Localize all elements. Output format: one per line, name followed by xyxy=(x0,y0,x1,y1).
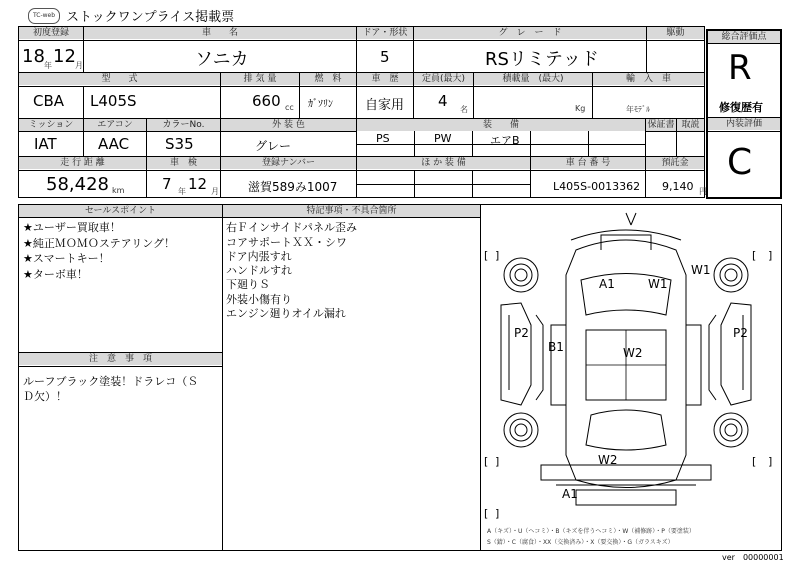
color-no-value: S35 xyxy=(165,135,194,153)
damage-mark: A1 xyxy=(599,277,615,291)
bracket-right-top: [ xyxy=(752,249,757,262)
note-item: 右Ｆインサイドパネル歪み xyxy=(226,221,358,234)
displacement: 660 xyxy=(252,92,281,110)
sales-point: ★純正ＭＯＭＯステアリング！ xyxy=(23,237,175,250)
bracket-left-bottom-close: ] xyxy=(495,455,500,468)
month-unit: 月 xyxy=(75,61,83,70)
plate-value: 滋賀589み1007 xyxy=(248,180,338,194)
import-header: 輸 入 車 xyxy=(593,73,704,85)
capacity-header: 定員(最大) xyxy=(414,73,473,85)
grade-header: グ レ ー ド xyxy=(414,27,646,39)
door-count: 5 xyxy=(380,48,390,66)
bracket-left-lower-close: ] xyxy=(495,507,500,520)
exterior-color-header: 外 装 色 xyxy=(221,119,356,131)
sales-points-header: セールスポイント xyxy=(19,205,222,217)
note-item: エンジン廻りオイル漏れ xyxy=(226,307,346,320)
note-item: ハンドルすれ xyxy=(226,264,292,277)
inspection-year: 7 xyxy=(162,175,172,193)
km-unit: km xyxy=(112,186,125,195)
history-header: 車 歴 xyxy=(357,73,413,85)
person-unit: 名 xyxy=(460,105,468,114)
chassis-header: 車 台 番 号 xyxy=(531,157,645,169)
damage-mark: W2 xyxy=(598,453,618,467)
price-header: 預託金 xyxy=(646,157,704,169)
first-reg-month: 12 xyxy=(53,46,76,67)
displacement-header: 排 気 量 xyxy=(221,73,299,85)
equipment-header: 装 備 xyxy=(357,119,645,131)
damage-mark: B1 xyxy=(548,340,564,354)
damage-mark: P2 xyxy=(514,326,529,340)
door-shape-header: ドア・形状 xyxy=(357,27,413,39)
yen-unit: 円 xyxy=(699,187,707,196)
repair-history: 修復歴有 xyxy=(719,101,763,114)
damage-mark: P2 xyxy=(733,326,748,340)
equipment-item: PS xyxy=(376,132,390,145)
damage-mark: W1 xyxy=(648,277,668,291)
chassis-value: L405S-0013362 xyxy=(553,180,641,193)
overall-rating-header: 総合評価点 xyxy=(708,31,780,43)
aircon-header: エアコン xyxy=(84,119,146,131)
car-name-header: 車 名 xyxy=(84,27,356,39)
load-header: 積載量 (最大) xyxy=(474,73,592,85)
fuel-header: 燃 料 xyxy=(300,73,356,85)
first-reg-year: 18 xyxy=(22,46,45,67)
diagram-legend: S（錆）・C（腐食）・XX（交換済み）・X（要交換）・G（ガラスキズ） xyxy=(487,539,674,546)
note-item: 外装小傷有り xyxy=(226,293,292,306)
equipment-item: エアB xyxy=(490,134,520,147)
mission-header: ミッション xyxy=(19,119,83,131)
inspection-month-unit: 月 xyxy=(211,187,219,196)
interior-rating-header: 内装評価 xyxy=(708,118,780,130)
inspection-month: 12 xyxy=(188,175,208,193)
history-value: 自家用 xyxy=(365,98,405,113)
model-header: 型 式 xyxy=(19,73,220,85)
bracket-left-top-close: ] xyxy=(495,249,500,262)
deposit-value: 9,140 xyxy=(662,180,694,193)
overall-rating: R xyxy=(728,48,752,88)
mission-value: IAT xyxy=(34,135,57,153)
color-no-header: カラーNo. xyxy=(147,119,220,131)
cc-unit: cc xyxy=(285,103,294,112)
manual-header: 取説 xyxy=(677,119,704,131)
warranty-header: 保証書 xyxy=(647,120,675,130)
interior-rating: C xyxy=(727,142,753,183)
damage-mark: W1 xyxy=(691,263,711,277)
bracket-left-bottom: [ xyxy=(484,455,489,468)
grade-value: RSリミテッド xyxy=(485,49,599,70)
caution-text: Ｄ欠）！ xyxy=(23,390,67,403)
bracket-right-bottom: [ xyxy=(752,455,757,468)
exterior-color-value: グレー xyxy=(255,139,292,153)
bracket-left-lower: [ xyxy=(484,507,489,520)
bracket-right-bottom-close: ] xyxy=(768,455,773,468)
damage-mark: A1 xyxy=(562,487,578,501)
capacity-value: 4 xyxy=(438,92,448,110)
notes-header: 特記事項・不具合箇所 xyxy=(223,205,480,217)
logo: TC-web xyxy=(28,8,60,24)
model-prefix: CBA xyxy=(33,92,65,110)
bracket-left-top: [ xyxy=(484,249,489,262)
other-equipment-header: ほ か 装 備 xyxy=(357,157,530,169)
model-year-label: 年ﾓﾃﾞﾙ xyxy=(626,105,650,114)
inspection-year-unit: 年 xyxy=(178,187,186,196)
year-unit: 年 xyxy=(44,61,52,70)
sales-point: ★ユーザー買取車！ xyxy=(23,221,121,234)
bracket-right-top-close: ] xyxy=(768,249,773,262)
inspection-header: 車 検 xyxy=(147,157,220,169)
aircon-value: AAC xyxy=(98,135,130,153)
sales-point: ★ターボ車！ xyxy=(23,268,88,281)
vehicle-info-grid xyxy=(18,26,705,198)
model-code: L405S xyxy=(90,92,137,110)
fuel-value: ｶﾞｿﾘﾝ xyxy=(308,99,333,110)
note-item: 下廻りＳ xyxy=(226,278,270,291)
kg-unit: Kg xyxy=(575,104,586,113)
damage-mark: W2 xyxy=(623,346,643,360)
mileage-header: 走 行 距 離 xyxy=(19,157,146,169)
mileage-value: 58,428 xyxy=(46,174,109,195)
caution-text: ルーフブラック塗装！ドラレコ（Ｓ xyxy=(23,375,199,388)
caution-header: 注 意 事 項 xyxy=(19,353,222,365)
note-item: ドア内張すれ xyxy=(226,250,292,263)
car-damage-diagram xyxy=(481,205,781,550)
drive-header: 駆動 xyxy=(647,27,704,39)
note-item: コアサポートＸＸ・シワ xyxy=(226,236,347,249)
version-label: ver 00000001 xyxy=(722,553,784,562)
plate-header: 登録ナンバー xyxy=(221,157,356,169)
car-name: ソニカ xyxy=(195,49,249,70)
equipment-item: PW xyxy=(434,132,452,145)
sales-point: ★スマートキー！ xyxy=(23,252,110,265)
page-title: ストックワンプライス掲載票 xyxy=(66,10,235,25)
diagram-legend: A（キズ）・U（ヘコミ）・B（キズを伴うヘコミ）・W（補修跡）・P（要塗装） xyxy=(487,528,695,535)
first-reg-header: 初度登録 xyxy=(19,27,83,39)
